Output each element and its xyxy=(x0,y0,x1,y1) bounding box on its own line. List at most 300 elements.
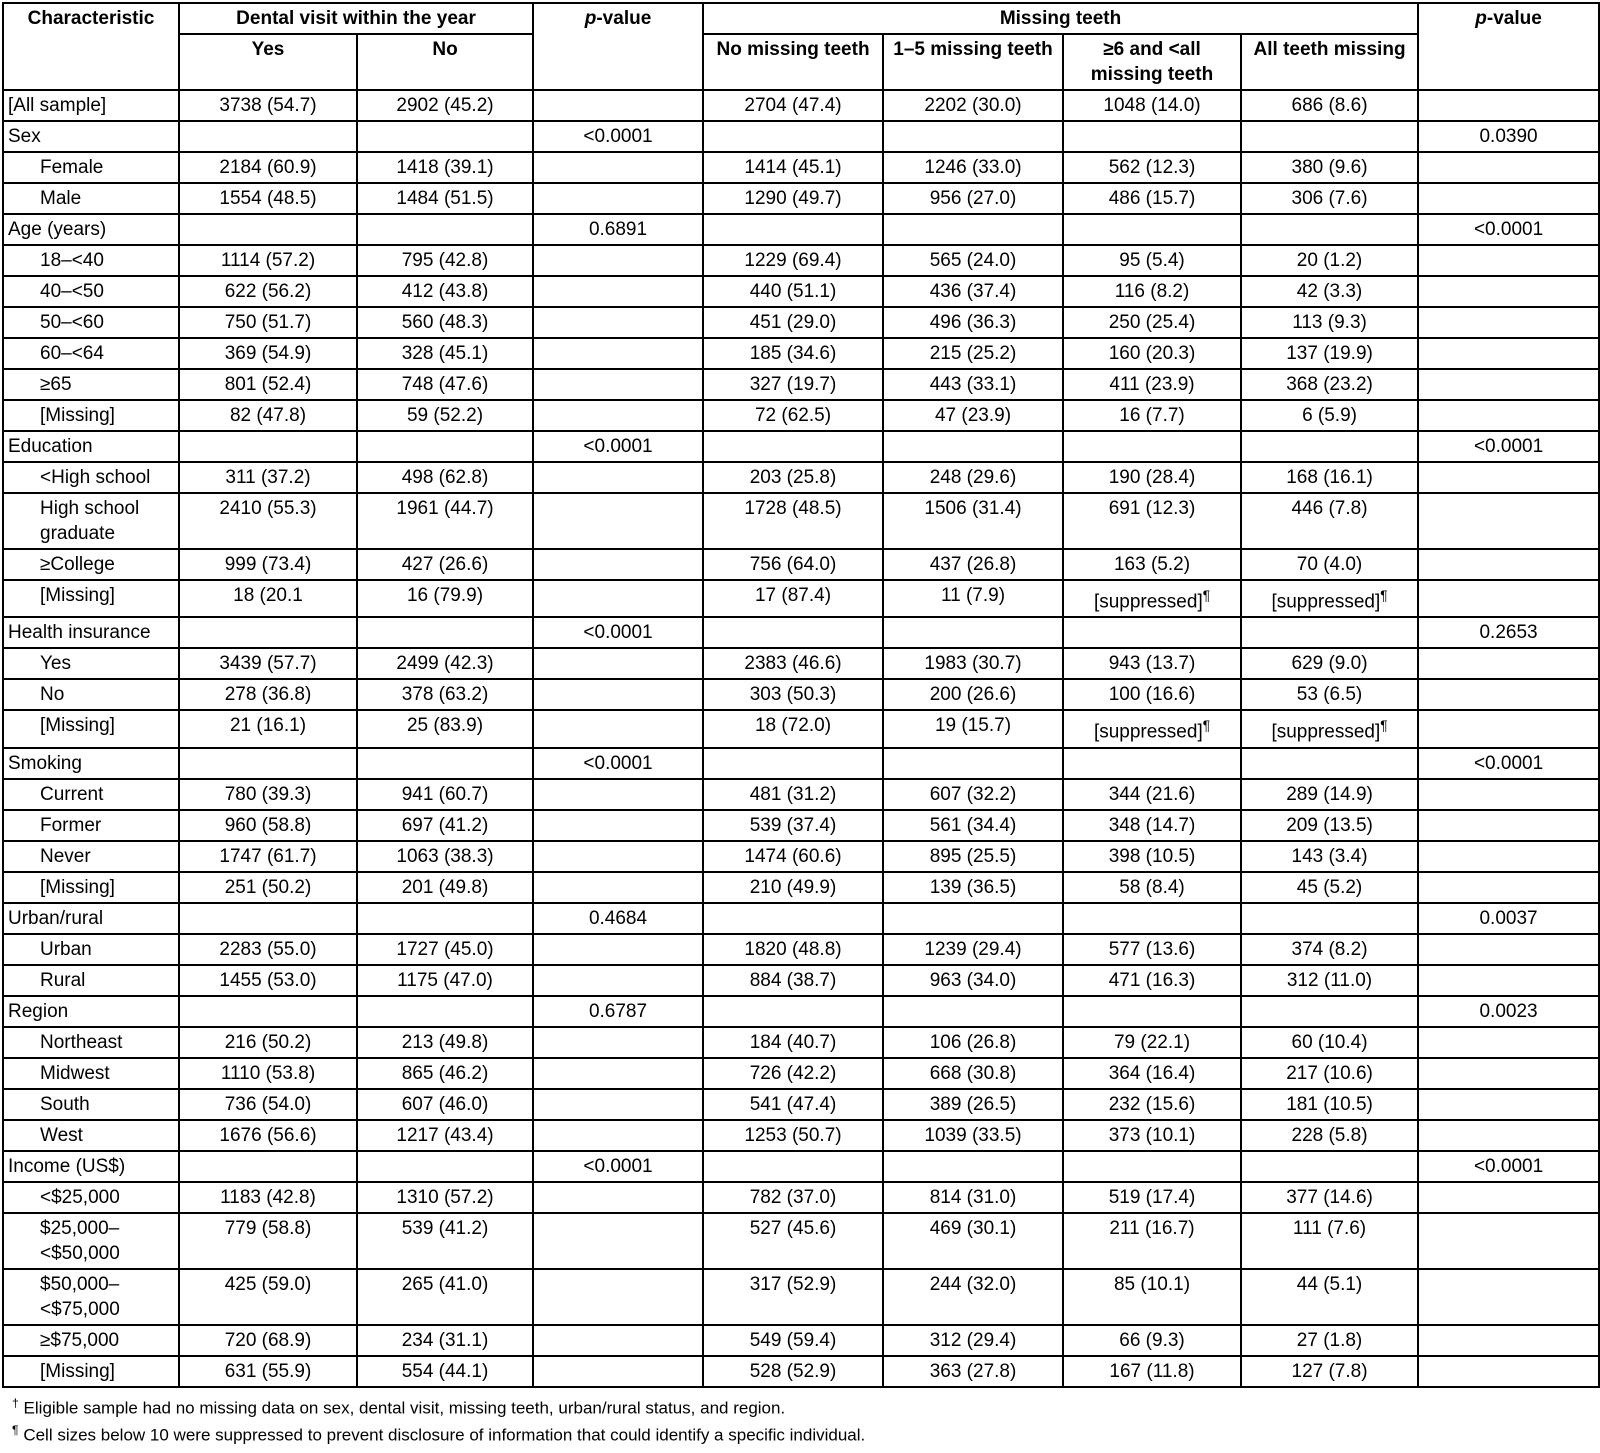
row-label: Midwest xyxy=(3,1058,179,1089)
data-cell: 377 (14.6) xyxy=(1241,1182,1418,1213)
table-row xyxy=(3,710,1599,747)
data-cell: 369 (54.9) xyxy=(179,338,357,369)
data-cell: 554 (44.1) xyxy=(357,1356,533,1387)
row-label: Female xyxy=(3,152,179,183)
data-cell: 1484 (51.5) xyxy=(357,183,533,214)
data-cell: 446 (7.8) xyxy=(1241,493,1418,549)
data-cell: 85 (10.1) xyxy=(1063,1269,1241,1325)
data-cell xyxy=(533,276,703,307)
data-cell: 720 (68.9) xyxy=(179,1325,357,1356)
table-row xyxy=(3,934,1599,965)
data-cell: <0.0001 xyxy=(533,748,703,779)
data-cell: 527 (45.6) xyxy=(703,1213,883,1269)
data-cell xyxy=(1418,1089,1599,1120)
data-cell xyxy=(883,617,1063,648)
row-label: No xyxy=(3,679,179,710)
data-cell: 209 (13.5) xyxy=(1241,810,1418,841)
data-cell: 251 (50.2) xyxy=(179,872,357,903)
data-cell: 1414 (45.1) xyxy=(703,152,883,183)
data-cell xyxy=(357,121,533,152)
data-cell xyxy=(1418,152,1599,183)
data-cell xyxy=(1418,934,1599,965)
data-cell xyxy=(1241,214,1418,245)
data-cell: 1554 (48.5) xyxy=(179,183,357,214)
data-cell xyxy=(179,996,357,1027)
data-cell xyxy=(533,493,703,549)
data-cell: 248 (29.6) xyxy=(883,462,1063,493)
data-cell: 181 (10.5) xyxy=(1241,1089,1418,1120)
data-cell: <0.0001 xyxy=(1418,748,1599,779)
row-label: Region xyxy=(3,996,179,1027)
data-cell: 756 (64.0) xyxy=(703,549,883,580)
data-cell: 79 (22.1) xyxy=(1063,1027,1241,1058)
data-cell xyxy=(533,1182,703,1213)
data-cell xyxy=(703,903,883,934)
data-cell: 865 (46.2) xyxy=(357,1058,533,1089)
data-cell: 1727 (45.0) xyxy=(357,934,533,965)
data-cell xyxy=(883,121,1063,152)
data-cell xyxy=(533,1089,703,1120)
data-cell: [suppressed]¶ xyxy=(1063,710,1241,747)
data-cell xyxy=(533,679,703,710)
data-cell: 2902 (45.2) xyxy=(357,90,533,121)
data-cell: 443 (33.1) xyxy=(883,369,1063,400)
table-row xyxy=(3,1089,1599,1120)
row-label: <High school xyxy=(3,462,179,493)
table-row xyxy=(3,90,1599,121)
table-row xyxy=(3,779,1599,810)
data-cell xyxy=(533,965,703,996)
data-cell: 20 (1.2) xyxy=(1241,245,1418,276)
data-cell xyxy=(1063,1151,1241,1182)
data-cell xyxy=(533,1356,703,1387)
data-cell xyxy=(883,1151,1063,1182)
data-cell: 185 (34.6) xyxy=(703,338,883,369)
pilcrow-marker: ¶ xyxy=(1202,718,1211,734)
data-cell: 750 (51.7) xyxy=(179,307,357,338)
row-label: <$25,000 xyxy=(3,1182,179,1213)
table-row xyxy=(3,400,1599,431)
table-row xyxy=(3,1269,1599,1325)
table-row xyxy=(3,965,1599,996)
data-cell: 440 (51.1) xyxy=(703,276,883,307)
table-row xyxy=(3,580,1599,617)
row-label: Yes xyxy=(3,648,179,679)
characteristics-table xyxy=(2,2,1600,1388)
data-cell: <0.0001 xyxy=(533,1151,703,1182)
data-cell: 496 (36.3) xyxy=(883,307,1063,338)
data-cell: 215 (25.2) xyxy=(883,338,1063,369)
data-cell: 1676 (56.6) xyxy=(179,1120,357,1151)
table-row xyxy=(3,549,1599,580)
data-cell xyxy=(179,121,357,152)
data-cell: 427 (26.6) xyxy=(357,549,533,580)
data-cell: 960 (58.8) xyxy=(179,810,357,841)
table-row xyxy=(3,648,1599,679)
data-cell xyxy=(1418,549,1599,580)
data-cell xyxy=(533,152,703,183)
table-row xyxy=(3,1213,1599,1269)
data-cell xyxy=(1418,400,1599,431)
data-cell xyxy=(533,1325,703,1356)
p-value-rest: -value xyxy=(1486,8,1542,29)
data-cell xyxy=(1063,996,1241,1027)
data-cell: 562 (12.3) xyxy=(1063,152,1241,183)
data-cell xyxy=(533,1027,703,1058)
data-cell: 1820 (48.8) xyxy=(703,934,883,965)
data-cell xyxy=(533,1269,703,1325)
data-cell: 1229 (69.4) xyxy=(703,245,883,276)
data-cell: 1217 (43.4) xyxy=(357,1120,533,1151)
data-cell xyxy=(533,549,703,580)
pilcrow-marker: ¶ xyxy=(1202,588,1211,603)
data-cell: 1239 (29.4) xyxy=(883,934,1063,965)
data-cell xyxy=(703,1151,883,1182)
data-cell: 368 (23.2) xyxy=(1241,369,1418,400)
data-cell xyxy=(883,748,1063,779)
data-cell xyxy=(883,431,1063,462)
data-cell xyxy=(533,810,703,841)
data-cell: 561 (34.4) xyxy=(883,810,1063,841)
data-cell: 265 (41.0) xyxy=(357,1269,533,1325)
data-cell xyxy=(883,996,1063,1027)
data-cell: 560 (48.3) xyxy=(357,307,533,338)
row-label: 18–<40 xyxy=(3,245,179,276)
table-row xyxy=(3,307,1599,338)
data-cell: 203 (25.8) xyxy=(703,462,883,493)
data-cell: 622 (56.2) xyxy=(179,276,357,307)
data-cell xyxy=(533,245,703,276)
data-cell xyxy=(883,903,1063,934)
table-row xyxy=(3,1182,1599,1213)
data-cell: 250 (25.4) xyxy=(1063,307,1241,338)
data-cell xyxy=(1418,338,1599,369)
data-cell: 163 (5.2) xyxy=(1063,549,1241,580)
row-label: ≥$75,000 xyxy=(3,1325,179,1356)
column-header-p-value-missing xyxy=(1418,3,1599,90)
data-cell xyxy=(1418,872,1599,903)
data-cell xyxy=(1241,748,1418,779)
data-cell: 3439 (57.7) xyxy=(179,648,357,679)
data-cell: 244 (32.0) xyxy=(883,1269,1063,1325)
data-cell xyxy=(1418,1058,1599,1089)
data-cell: 19 (15.7) xyxy=(883,710,1063,747)
row-label: Income (US$) xyxy=(3,1151,179,1182)
data-cell: 814 (31.0) xyxy=(883,1182,1063,1213)
data-cell xyxy=(533,338,703,369)
column-header-p-value-dental xyxy=(533,3,703,90)
data-cell: 312 (29.4) xyxy=(883,1325,1063,1356)
table-row xyxy=(3,1356,1599,1387)
data-cell xyxy=(1241,996,1418,1027)
data-cell xyxy=(357,617,533,648)
data-cell: 364 (16.4) xyxy=(1063,1058,1241,1089)
data-cell: 691 (12.3) xyxy=(1063,493,1241,549)
data-cell xyxy=(1418,679,1599,710)
data-cell: 726 (42.2) xyxy=(703,1058,883,1089)
data-cell: 1506 (31.4) xyxy=(883,493,1063,549)
data-cell: 607 (46.0) xyxy=(357,1089,533,1120)
row-label: High school graduate xyxy=(3,493,179,549)
data-cell xyxy=(1418,276,1599,307)
data-cell: 471 (16.3) xyxy=(1063,965,1241,996)
data-cell xyxy=(1418,841,1599,872)
row-label: 50–<60 xyxy=(3,307,179,338)
data-cell: 111 (7.6) xyxy=(1241,1213,1418,1269)
data-cell: 801 (52.4) xyxy=(179,369,357,400)
data-cell: 1110 (53.8) xyxy=(179,1058,357,1089)
data-cell xyxy=(533,1213,703,1269)
data-cell: 47 (23.9) xyxy=(883,400,1063,431)
table-row xyxy=(3,872,1599,903)
data-cell xyxy=(1418,1182,1599,1213)
data-cell: 389 (26.5) xyxy=(883,1089,1063,1120)
column-group-missing-teeth: Missing teeth xyxy=(703,3,1418,34)
data-cell: 528 (52.9) xyxy=(703,1356,883,1387)
data-cell: 2704 (47.4) xyxy=(703,90,883,121)
data-cell: 327 (19.7) xyxy=(703,369,883,400)
header-row-groups xyxy=(3,3,1599,34)
data-cell xyxy=(179,1151,357,1182)
data-cell: 1418 (39.1) xyxy=(357,152,533,183)
data-cell xyxy=(1418,493,1599,549)
row-label: [Missing] xyxy=(3,1356,179,1387)
data-cell: 216 (50.2) xyxy=(179,1027,357,1058)
data-cell: 686 (8.6) xyxy=(1241,90,1418,121)
table-row xyxy=(3,431,1599,462)
data-cell: 21 (16.1) xyxy=(179,710,357,747)
data-cell: 45 (5.2) xyxy=(1241,872,1418,903)
data-cell: 17 (87.4) xyxy=(703,580,883,617)
data-cell: 100 (16.6) xyxy=(1063,679,1241,710)
column-header-1-5-missing: 1–5 missing teeth xyxy=(883,34,1063,90)
footnote-eligible-sample xyxy=(12,1392,1598,1420)
data-cell xyxy=(357,748,533,779)
data-cell xyxy=(533,1120,703,1151)
p-value-italic-p: p xyxy=(1475,8,1487,29)
data-cell: 1063 (38.3) xyxy=(357,841,533,872)
row-label: [All sample] xyxy=(3,90,179,121)
data-cell xyxy=(1241,121,1418,152)
row-label: Never xyxy=(3,841,179,872)
data-cell: 306 (7.6) xyxy=(1241,183,1418,214)
data-cell: [suppressed]¶ xyxy=(1241,710,1418,747)
data-cell xyxy=(1418,1120,1599,1151)
table-row xyxy=(3,810,1599,841)
data-cell: 95 (5.4) xyxy=(1063,245,1241,276)
data-cell: 378 (63.2) xyxy=(357,679,533,710)
data-cell: 190 (28.4) xyxy=(1063,462,1241,493)
data-cell: 167 (11.8) xyxy=(1063,1356,1241,1387)
data-cell: 213 (49.8) xyxy=(357,1027,533,1058)
data-cell: 16 (7.7) xyxy=(1063,400,1241,431)
footnote-text: Cell sizes below 10 were suppressed to prevent disclosure of information that could identify a specific individual. xyxy=(23,1425,866,1445)
data-cell xyxy=(883,214,1063,245)
data-cell: 0.6787 xyxy=(533,996,703,1027)
data-cell: 1253 (50.7) xyxy=(703,1120,883,1151)
data-cell xyxy=(357,1151,533,1182)
data-cell: 1961 (44.7) xyxy=(357,493,533,549)
data-cell: 42 (3.3) xyxy=(1241,276,1418,307)
row-label: Health insurance xyxy=(3,617,179,648)
data-cell: 303 (50.3) xyxy=(703,679,883,710)
table-row xyxy=(3,152,1599,183)
data-cell: [suppressed]¶ xyxy=(1063,580,1241,617)
data-cell: 941 (60.7) xyxy=(357,779,533,810)
data-cell xyxy=(179,431,357,462)
data-cell xyxy=(1418,710,1599,747)
data-cell: 2283 (55.0) xyxy=(179,934,357,965)
data-cell: 779 (58.8) xyxy=(179,1213,357,1269)
data-cell: <0.0001 xyxy=(1418,1151,1599,1182)
row-label: Former xyxy=(3,810,179,841)
data-cell: 168 (16.1) xyxy=(1241,462,1418,493)
data-cell: 956 (27.0) xyxy=(883,183,1063,214)
data-cell: 436 (37.4) xyxy=(883,276,1063,307)
row-label: Current xyxy=(3,779,179,810)
data-cell: 577 (13.6) xyxy=(1063,934,1241,965)
row-label: Urban xyxy=(3,934,179,965)
table-row xyxy=(3,841,1599,872)
data-cell xyxy=(533,580,703,617)
data-cell xyxy=(1241,903,1418,934)
row-label: Education xyxy=(3,431,179,462)
footnote-text: Eligible sample had no missing data on sex, dental visit, missing teeth, urban/rural status, and region. xyxy=(23,1398,786,1418)
data-cell xyxy=(1418,1325,1599,1356)
data-cell xyxy=(1418,307,1599,338)
data-cell: 1246 (33.0) xyxy=(883,152,1063,183)
table-row xyxy=(3,1151,1599,1182)
data-cell: <0.0001 xyxy=(533,121,703,152)
table-row xyxy=(3,276,1599,307)
column-header-6-plus-missing: ≥6 and <all missing teeth xyxy=(1063,34,1241,90)
data-cell: 217 (10.6) xyxy=(1241,1058,1418,1089)
row-label: [Missing] xyxy=(3,710,179,747)
data-cell: 328 (45.1) xyxy=(357,338,533,369)
column-header-characteristic: Characteristic xyxy=(3,3,179,90)
data-cell: 18 (72.0) xyxy=(703,710,883,747)
data-cell xyxy=(703,121,883,152)
data-cell: 116 (8.2) xyxy=(1063,276,1241,307)
table-row xyxy=(3,369,1599,400)
table-row xyxy=(3,617,1599,648)
data-cell xyxy=(1418,779,1599,810)
data-cell: 234 (31.1) xyxy=(357,1325,533,1356)
table-row xyxy=(3,1120,1599,1151)
data-cell: 412 (43.8) xyxy=(357,276,533,307)
data-cell xyxy=(179,748,357,779)
data-cell xyxy=(533,90,703,121)
data-cell: 519 (17.4) xyxy=(1063,1182,1241,1213)
data-cell: 736 (54.0) xyxy=(179,1089,357,1120)
data-cell: 607 (32.2) xyxy=(883,779,1063,810)
table-row xyxy=(3,493,1599,549)
data-cell: 82 (47.8) xyxy=(179,400,357,431)
data-cell xyxy=(533,183,703,214)
data-cell: 565 (24.0) xyxy=(883,245,1063,276)
data-cell xyxy=(1418,810,1599,841)
data-cell: 1455 (53.0) xyxy=(179,965,357,996)
row-label: $50,000–<$75,000 xyxy=(3,1269,179,1325)
pilcrow-marker: ¶ xyxy=(1380,588,1388,603)
footnote-suppressed-cells xyxy=(12,1419,1598,1447)
row-label: ≥65 xyxy=(3,369,179,400)
data-cell: 113 (9.3) xyxy=(1241,307,1418,338)
column-header-all-missing: All teeth missing xyxy=(1241,34,1418,90)
data-cell xyxy=(533,1058,703,1089)
data-cell: 2383 (46.6) xyxy=(703,648,883,679)
data-cell: 16 (79.9) xyxy=(357,580,533,617)
data-cell xyxy=(1063,121,1241,152)
data-cell: 1175 (47.0) xyxy=(357,965,533,996)
table-row xyxy=(3,121,1599,152)
data-cell xyxy=(703,748,883,779)
data-cell: 437 (26.8) xyxy=(883,549,1063,580)
data-cell xyxy=(1418,580,1599,617)
data-cell xyxy=(1418,965,1599,996)
row-label: Male xyxy=(3,183,179,214)
data-cell: 782 (37.0) xyxy=(703,1182,883,1213)
data-cell: 44 (5.1) xyxy=(1241,1269,1418,1325)
data-cell: 160 (20.3) xyxy=(1063,338,1241,369)
data-cell: 2202 (30.0) xyxy=(883,90,1063,121)
data-cell: <0.0001 xyxy=(1418,214,1599,245)
data-cell xyxy=(1418,183,1599,214)
data-cell: 1474 (60.6) xyxy=(703,841,883,872)
data-cell xyxy=(1241,1151,1418,1182)
header-row-subcolumns xyxy=(3,34,1599,90)
data-cell: 963 (34.0) xyxy=(883,965,1063,996)
data-cell xyxy=(1063,903,1241,934)
data-cell: 0.4684 xyxy=(533,903,703,934)
data-cell: 184 (40.7) xyxy=(703,1027,883,1058)
row-label: South xyxy=(3,1089,179,1120)
row-label: 60–<64 xyxy=(3,338,179,369)
data-cell xyxy=(1063,617,1241,648)
data-cell: 631 (55.9) xyxy=(179,1356,357,1387)
data-cell: 278 (36.8) xyxy=(179,679,357,710)
data-cell xyxy=(703,431,883,462)
data-cell: 373 (10.1) xyxy=(1063,1120,1241,1151)
column-header-no-missing: No missing teeth xyxy=(703,34,883,90)
data-cell: 0.2653 xyxy=(1418,617,1599,648)
data-cell xyxy=(1418,1027,1599,1058)
data-cell xyxy=(1418,245,1599,276)
data-cell: 0.0037 xyxy=(1418,903,1599,934)
footnotes xyxy=(2,1388,1598,1447)
data-cell: 498 (62.8) xyxy=(357,462,533,493)
data-cell: 66 (9.3) xyxy=(1063,1325,1241,1356)
data-cell xyxy=(1418,648,1599,679)
data-cell: 1114 (57.2) xyxy=(179,245,357,276)
data-cell xyxy=(357,996,533,1027)
data-cell xyxy=(533,710,703,747)
data-cell xyxy=(533,648,703,679)
data-cell: 6 (5.9) xyxy=(1241,400,1418,431)
data-cell xyxy=(1418,1269,1599,1325)
row-label: Sex xyxy=(3,121,179,152)
data-cell xyxy=(533,934,703,965)
data-cell xyxy=(357,431,533,462)
data-cell: 2410 (55.3) xyxy=(179,493,357,549)
data-cell xyxy=(533,307,703,338)
row-label: Urban/rural xyxy=(3,903,179,934)
table-row xyxy=(3,748,1599,779)
p-value-italic-p: p xyxy=(584,8,597,29)
data-cell: 2499 (42.3) xyxy=(357,648,533,679)
data-cell: 25 (83.9) xyxy=(357,710,533,747)
data-cell xyxy=(1418,462,1599,493)
